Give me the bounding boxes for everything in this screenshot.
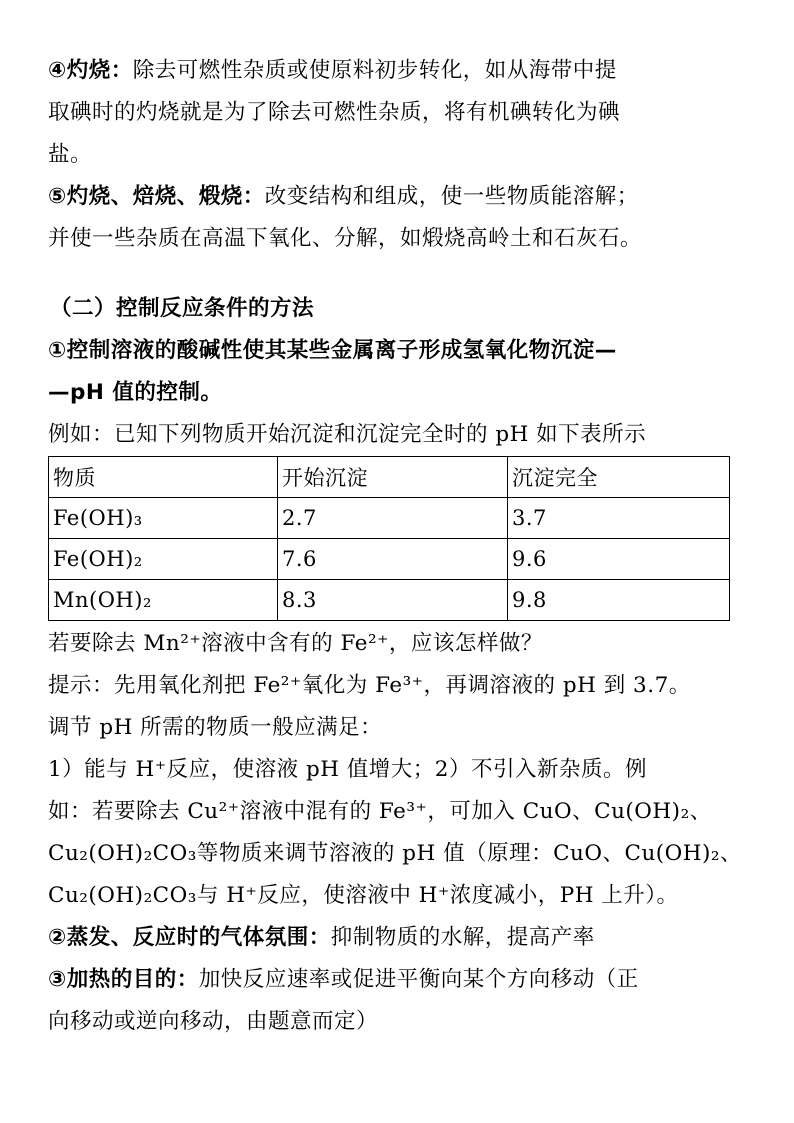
table-header-cell: 沉淀完全 [508, 457, 730, 498]
item1-line2: —pH 值的控制。 [48, 380, 223, 405]
table-cell-start: 7.6 [278, 539, 508, 580]
table-cell-substance: Fe(OH)₂ [49, 539, 278, 580]
item4-line1 [48, 50, 748, 92]
table-header-cell: 开始沉淀 [278, 457, 508, 498]
item3-label: ③加热的目的： [48, 967, 199, 992]
example-line: 例如：已知下列物质开始沉淀和沉淀完全时的 pH 如下表所示 [48, 422, 647, 447]
table-row [49, 498, 730, 539]
requirement-line-2: 1）能与 H⁺反应，使溶液 pH 值增大；2）不引入新杂质。例 [48, 757, 647, 782]
item4-label: ④灼烧： [48, 58, 133, 83]
ph-table [48, 456, 730, 621]
requirement-line-3: 如：若要除去 Cu²⁺溶液中混有的 Fe³⁺，可加入 CuO、Cu(OH)₂、 [48, 799, 712, 824]
question-line: 若要除去 Mn²⁺溶液中含有的 Fe²⁺，应该怎样做？ [48, 631, 543, 656]
item4-line3: 盐。 [48, 142, 93, 167]
item3-line2: 向移动或逆向移动，由题意而定） [48, 1009, 379, 1034]
item1-line1: ①控制溶液的酸碱性使其某些金属离子形成氢氧化物沉淀— [48, 338, 617, 363]
table-row [49, 580, 730, 621]
item5-line2: 并使一些杂质在高温下氧化、分解，如煅烧高岭土和石灰石。 [48, 226, 643, 251]
table-row [49, 539, 730, 580]
item5-text: 改变结构和组成，使一些物质能溶解； [264, 184, 639, 209]
hint-line: 提示：先用氧化剂把 Fe²⁺氧化为 Fe³⁺，再调溶液的 pH 到 3.7。 [48, 673, 691, 698]
table-cell-start: 2.7 [278, 498, 508, 539]
table-cell-start: 8.3 [278, 580, 508, 621]
item2-label: ②蒸发、反应时的气体氛围： [48, 925, 331, 950]
table-cell-substance: Mn(OH)₂ [49, 580, 278, 621]
table-cell-complete: 9.8 [508, 580, 730, 621]
item3-text: 加快反应速率或促进平衡向某个方向移动（正 [198, 967, 639, 992]
table-header-row [49, 457, 730, 498]
table-cell-substance: Fe(OH)₃ [49, 498, 278, 539]
table-header-cell: 物质 [49, 457, 278, 498]
table-cell-complete: 9.6 [508, 539, 730, 580]
requirement-line-4: Cu₂(OH)₂CO₃等物质来调节溶液的 pH 值（原理：CuO、Cu(OH)₂、 [48, 841, 743, 866]
section-title: （二）控制反应条件的方法 [50, 296, 315, 321]
requirement-line-1: 调节 pH 所需的物质一般应满足： [48, 715, 383, 740]
table-cell-complete: 3.7 [508, 498, 730, 539]
item2-text: 抑制物质的水解，提高产率 [330, 925, 595, 950]
item5-label: ⑤灼烧、焙烧、煅烧： [48, 184, 265, 209]
document-page [48, 50, 748, 1043]
section-gap [48, 260, 748, 288]
item4-text: 除去可燃性杂质或使原料初步转化，如从海带中提 [132, 58, 617, 83]
requirement-line-5: Cu₂(OH)₂CO₃与 H⁺反应，使溶液中 H⁺浓度减小，PH 上升）。 [48, 883, 679, 908]
item2-line [48, 917, 748, 959]
item3-line1 [48, 959, 748, 1001]
item5-line1 [48, 176, 748, 218]
item4-line2: 取碘时的灼烧就是为了除去可燃性杂质，将有机碘转化为碘 [48, 100, 621, 125]
